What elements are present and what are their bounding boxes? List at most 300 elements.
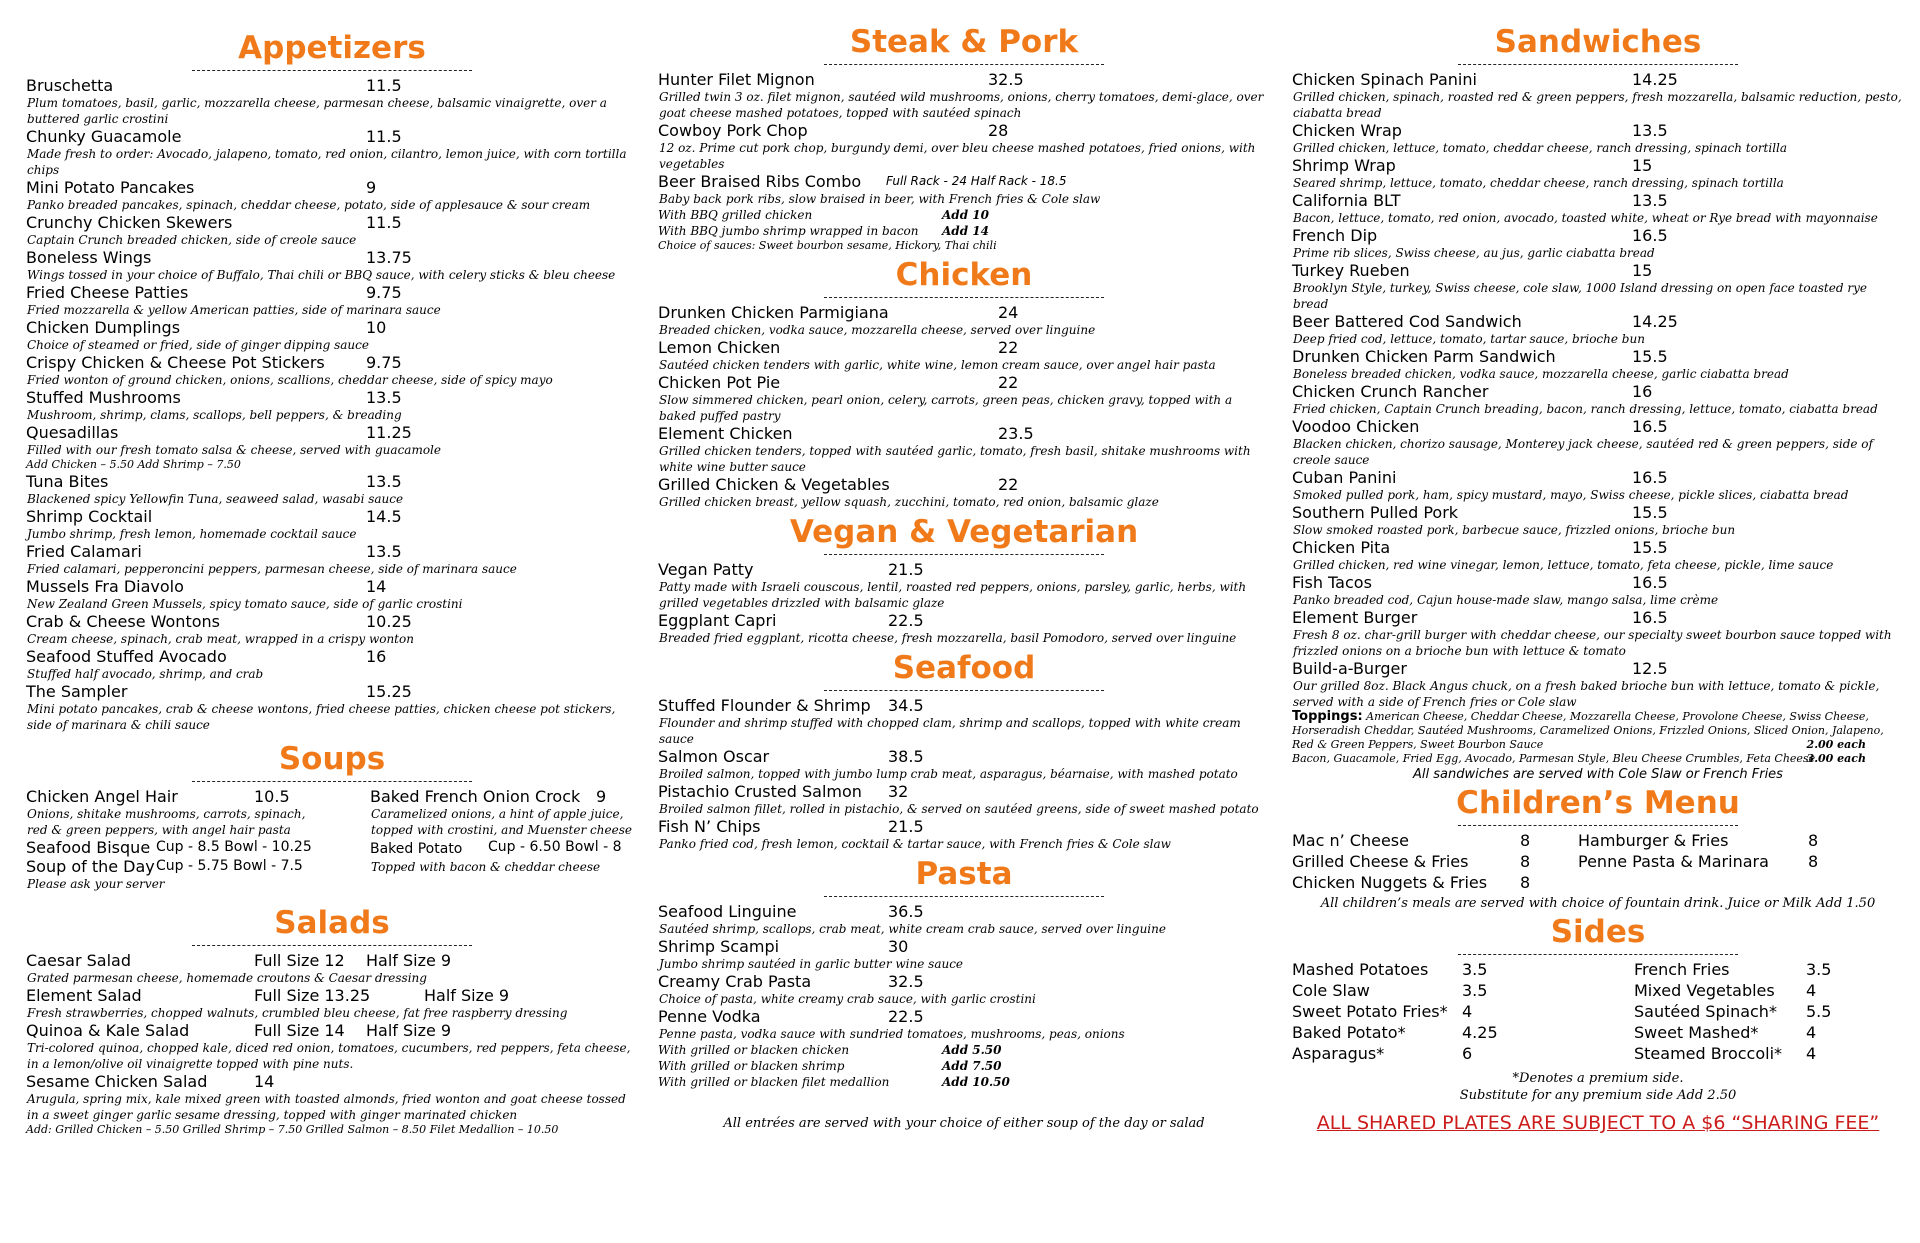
children-heading: Children’s Menu <box>1456 785 1740 821</box>
item-header <box>658 1007 1270 1026</box>
item-name: Drunken Chicken Parm Sandwich <box>1292 347 1556 366</box>
item-header <box>26 507 638 526</box>
item-name: Seafood Stuffed Avocado <box>26 647 227 666</box>
menu-item <box>658 338 1270 373</box>
menu-item <box>26 612 638 647</box>
item-header <box>26 542 638 561</box>
item-description: Wings tossed in your choice of Buffalo, Thai chili or BBQ sauce, with celery sticks & bleu cheese <box>27 268 616 282</box>
item-name: Quinoa & Kale Salad <box>26 1021 190 1040</box>
menu-item <box>26 986 638 1021</box>
kids-item-name: Mac n’ Cheese <box>1292 831 1409 850</box>
item-description: Plum tomatoes, basil, garlic, mozzarella cheese, parmesan cheese, balsamic vinaigrette, over a buttered garlic crostini <box>27 96 607 126</box>
item-price: Cup - 8.5 Bowl - 10.25 <box>156 839 312 855</box>
kids-item-price: 8 <box>1808 852 1819 871</box>
menu-item <box>658 937 1270 972</box>
item-header <box>1292 347 1904 366</box>
menu-item <box>658 70 1270 121</box>
seafood-list <box>658 696 1270 852</box>
item-description: Caramelized onions, a hint of apple juice, topped with crostini, and Muenster cheese <box>371 807 632 837</box>
item-name: Penne Vodka <box>658 1007 761 1026</box>
item-header <box>658 373 1270 392</box>
item-name: Boneless Wings <box>26 248 152 267</box>
side-name: French Fries <box>1634 960 1730 979</box>
item-price: 22 <box>998 475 1019 494</box>
item-name: Crispy Chicken & Cheese Pot Stickers <box>26 353 325 372</box>
item-price: 9 <box>366 178 377 197</box>
premium-substitute-note: Substitute for any premium side Add 2.50 <box>1459 1088 1737 1103</box>
item-half-size-price: Half Size 9 <box>424 986 510 1005</box>
menu-item <box>658 303 1270 338</box>
item-price: 13.5 <box>1632 191 1668 210</box>
item-name: Beer Braised Ribs Combo <box>658 172 862 191</box>
side-price: 5.5 <box>1806 1002 1832 1021</box>
item-price: 14.25 <box>1632 70 1678 89</box>
menu-item <box>1292 573 1904 608</box>
item-header <box>26 951 638 970</box>
side-price: 4 <box>1806 1023 1817 1042</box>
item-header <box>658 972 1270 991</box>
seafood-section <box>658 650 1270 852</box>
entree-note: All entrées are served with your choice of either soup of the day or salad <box>723 1116 1205 1131</box>
side-name: Mixed Vegetables <box>1634 981 1775 1000</box>
kids-item-name: Chicken Nuggets & Fries <box>1292 873 1488 892</box>
item-price: 13.5 <box>366 388 402 407</box>
item-description: Bacon, lettuce, tomato, red onion, avocado, toasted white, wheat or Rye bread with mayonnaise <box>1293 211 1878 225</box>
item-header <box>26 388 638 407</box>
item-half-size-price: Half Size 9 <box>366 951 452 970</box>
menu-item <box>658 172 1270 207</box>
item-price: 34.5 <box>888 696 924 715</box>
menu-item <box>658 696 1270 747</box>
item-price: 16.5 <box>1632 573 1668 592</box>
item-name: Baked French Onion Crock <box>370 787 581 806</box>
item-header <box>26 682 638 701</box>
item-name: The Sampler <box>26 682 128 701</box>
item-price: 10.5 <box>254 787 290 806</box>
steak-section <box>658 24 1270 253</box>
menu-item <box>1292 156 1904 191</box>
item-header <box>26 1072 638 1091</box>
item-description: Blacken chicken, chorizo sausage, Monterey jack cheese, sautéed red & green peppers, side of creole sauce <box>1293 437 1873 467</box>
menu-item <box>658 373 1270 424</box>
item-name: Quesadillas <box>26 423 119 442</box>
item-description: Grilled twin 3 oz. filet mignon, sautéed wild mushrooms, onions, cherry tomatoes, demi-glace, over goat cheese mashed potatoes, topped with sautéed spinach <box>659 90 1264 120</box>
item-description: Penne pasta, vodka sauce with sundried tomatoes, mushrooms, peas, onions <box>659 1027 1125 1041</box>
menu-item <box>1292 503 1904 538</box>
item-description: Seared shrimp, lettuce, tomato, cheddar cheese, ranch dressing, spinach tortilla <box>1293 176 1784 190</box>
item-description: Fresh strawberries, chopped walnuts, crumbled bleu cheese, fat free raspberry dressing <box>27 1006 568 1020</box>
menu-item <box>658 611 1270 646</box>
menu-item <box>26 647 638 682</box>
item-description: Jumbo shrimp sautéed in garlic butter wine sauce <box>659 957 964 971</box>
item-price: 14 <box>366 577 387 596</box>
item-price: 13.5 <box>1632 121 1668 140</box>
item-header <box>26 472 638 491</box>
item-description: Baby back pork ribs, slow braised in beer, with French fries & Cole slaw <box>659 192 1101 206</box>
item-price: 22.5 <box>888 611 924 630</box>
item-name: Hunter Filet Mignon <box>658 70 815 89</box>
item-description: Brooklyn Style, turkey, Swiss cheese, cole slaw, 1000 Island dressing on open face toasted rye bread <box>1293 281 1867 311</box>
item-header <box>1292 503 1904 522</box>
item-price: 38.5 <box>888 747 924 766</box>
add-on-price: Add 10 <box>942 208 989 222</box>
item-name: Chicken Spinach Panini <box>1292 70 1477 89</box>
item-header <box>26 318 638 337</box>
item-description: Broiled salmon fillet, rolled in pistachio, & served on sautéed greens, side of sweet mashed potato <box>659 802 1259 816</box>
menu-item <box>1292 70 1904 121</box>
item-name: Shrimp Scampi <box>658 937 780 956</box>
menu-item <box>26 857 362 876</box>
item-header <box>26 248 638 267</box>
item-description: Prime rib slices, Swiss cheese, au jus, garlic ciabatta bread <box>1293 246 1655 260</box>
menu-item <box>370 838 640 857</box>
item-name: Drunken Chicken Parmigiana <box>658 303 889 322</box>
item-header <box>26 577 638 596</box>
side-name: Cole Slaw <box>1292 981 1370 1000</box>
item-price: 12.5 <box>1632 659 1668 678</box>
salads-list <box>26 951 638 1123</box>
item-price: 13.5 <box>366 472 402 491</box>
menu-item <box>26 178 638 213</box>
item-description: Slow simmered chicken, pearl onion, celery, carrots, green peas, chicken gravy, topped with a baked puffed pastry <box>659 393 1233 423</box>
item-name: Stuffed Mushrooms <box>26 388 181 407</box>
side-name: Sautéed Spinach* <box>1634 1002 1777 1021</box>
add-on-row <box>658 1042 1270 1058</box>
item-name: French Dip <box>1292 226 1378 245</box>
item-name: California BLT <box>1292 191 1401 210</box>
item-price: 23.5 <box>998 424 1034 443</box>
item-name: Build-a-Burger <box>1292 659 1407 678</box>
item-header <box>26 178 638 197</box>
menu-item <box>26 787 362 806</box>
menu-item <box>658 782 1270 817</box>
vegan-list <box>658 560 1270 646</box>
item-name: Crab & Cheese Wontons <box>26 612 220 631</box>
item-description: Choice of pasta, white creamy crab sauce, with garlic crostini <box>659 992 1036 1006</box>
side-name: Baked Potato* <box>1292 1023 1406 1042</box>
menu-item <box>26 577 638 612</box>
item-price: 9.75 <box>366 353 402 372</box>
menu-item <box>370 787 640 806</box>
item-name: Vegan Patty <box>658 560 754 579</box>
item-header <box>26 353 638 372</box>
item-price: 15 <box>1632 261 1653 280</box>
pasta-add-ons <box>658 1042 1270 1090</box>
item-description: Grilled chicken, spinach, roasted red & green peppers, fresh mozzarella, balsamic reduction, pesto, ciabatta bread <box>1293 90 1902 120</box>
menu-item <box>658 817 1270 852</box>
item-name: Cowboy Pork Chop <box>658 121 808 140</box>
item-description: Broiled salmon, topped with jumbo lump crab meat, asparagus, béarnaise, with mashed potato <box>659 767 1238 781</box>
menu-item <box>658 121 1270 172</box>
item-description: Fried wonton of ground chicken, onions, scallions, cheddar cheese, side of spicy mayo <box>27 373 553 387</box>
item-description: Choice of steamed or fried, side of ginger dipping sauce <box>27 338 369 352</box>
side-name: Mashed Potatoes <box>1292 960 1429 979</box>
item-full-size-price: Full Size 12 <box>254 951 345 970</box>
item-name: Pistachio Crusted Salmon <box>658 782 862 801</box>
item-header <box>26 612 638 631</box>
children-grid <box>1292 831 1904 895</box>
section-divider <box>824 690 1104 691</box>
item-name: Element Salad <box>26 986 142 1005</box>
side-name: Sweet Mashed* <box>1634 1023 1759 1042</box>
side-price: 4 <box>1806 1044 1817 1063</box>
item-description: Mushroom, shrimp, clams, scallops, bell peppers, & breading <box>27 408 402 422</box>
menu-item <box>26 127 638 178</box>
add-on-label: With grilled or blacken chicken <box>658 1043 850 1057</box>
item-name: Creamy Crab Pasta <box>658 972 812 991</box>
item-header <box>26 423 638 442</box>
sauce-choices: Choice of sauces: Sweet bourbon sesame, Hickory, Thai chili <box>658 239 997 252</box>
item-name: Southern Pulled Pork <box>1292 503 1459 522</box>
item-description: Panko breaded cod, Cajun house-made slaw, mango salsa, lime crème <box>1293 593 1719 607</box>
item-add-ons: Add Chicken – 5.50 Add Shrimp – 7.50 <box>26 458 241 471</box>
item-description: Grilled chicken, red wine vinegar, lemon, lettuce, tomato, feta cheese, pickle, lime sauce <box>1293 558 1834 572</box>
item-price: 36.5 <box>888 902 924 921</box>
add-on-price: Add 14 <box>942 224 989 238</box>
item-price: 22 <box>998 338 1019 357</box>
item-description: Made fresh to order: Avocado, jalapeno, tomato, red onion, cilantro, lemon juice, with corn tortilla chips <box>27 147 627 177</box>
item-header <box>1292 608 1904 627</box>
item-name: Fish Tacos <box>1292 573 1372 592</box>
item-header <box>26 986 638 1005</box>
item-description: Topped with bacon & cheddar cheese <box>371 860 601 874</box>
item-header <box>26 213 638 232</box>
add-on-label: With grilled or blacken shrimp <box>658 1059 845 1073</box>
pasta-heading: Pasta <box>915 856 1013 892</box>
section-divider <box>192 781 472 782</box>
item-price: 32 <box>888 782 909 801</box>
menu-item <box>1292 261 1904 312</box>
item-price: 11.5 <box>366 213 402 232</box>
menu-item <box>26 76 638 127</box>
item-description: Fried mozzarella & yellow American patties, side of marinara sauce <box>27 303 441 317</box>
vegan-section <box>658 514 1270 646</box>
column-left <box>26 0 638 1243</box>
add-on-label: With BBQ grilled chicken <box>658 208 813 222</box>
item-name: Baked Potato <box>370 841 463 857</box>
item-description: Fried chicken, Captain Crunch breading, bacon, ranch dressing, lettuce, tomato, ciabatta bread <box>1293 402 1878 416</box>
item-price: 10 <box>366 318 387 337</box>
item-price-note: Full Rack - 24 Half Rack - 18.5 <box>886 174 1067 188</box>
item-header <box>26 283 638 302</box>
item-name: Shrimp Wrap <box>1292 156 1396 175</box>
item-header <box>658 611 1270 630</box>
menu-item <box>26 213 638 248</box>
item-price: 16.5 <box>1632 608 1668 627</box>
menu-item <box>26 1072 638 1123</box>
item-name: Chicken Pita <box>1292 538 1391 557</box>
menu-item <box>1292 347 1904 382</box>
item-name: Grilled Chicken & Vegetables <box>658 475 890 494</box>
steak-add-ons <box>658 207 1270 239</box>
item-header <box>658 121 1270 140</box>
column-right <box>1292 0 1904 1243</box>
item-description: Slow smoked roasted pork, barbecue sauce, frizzled onions, brioche bun <box>1293 523 1736 537</box>
menu-item <box>26 682 638 733</box>
item-price: 11.5 <box>366 76 402 95</box>
item-name: Tuna Bites <box>26 472 109 491</box>
item-header <box>26 1021 638 1040</box>
item-header <box>658 70 1270 89</box>
chicken-list <box>658 303 1270 510</box>
item-header <box>26 76 638 95</box>
item-header <box>658 338 1270 357</box>
item-description: Patty made with Israeli couscous, lentil, roasted red peppers, onions, parsley, garlic, herbs, with grilled vegetables drizzled with balsamic glaze <box>659 580 1247 610</box>
item-description: Our grilled 8oz. Black Angus chuck, on a fresh baked brioche bun with lettuce, tomato & pickle, served with a side of French fries or Cole slaw <box>1293 679 1880 709</box>
soups-right <box>370 787 640 875</box>
item-description: Onions, shitake mushrooms, carrots, spinach, red & green peppers, with angel hair pasta <box>27 807 306 837</box>
menu-item <box>658 475 1270 510</box>
item-header <box>1292 382 1904 401</box>
item-price: 21.5 <box>888 817 924 836</box>
item-name: Chunky Guacamole <box>26 127 182 146</box>
item-header <box>26 647 638 666</box>
sandwich-list <box>1292 70 1904 710</box>
chicken-heading: Chicken <box>895 257 1033 293</box>
item-header <box>658 817 1270 836</box>
item-description: Cream cheese, spinach, crab meat, wrapped in a crispy wonton <box>27 632 414 646</box>
section-divider <box>824 896 1104 897</box>
side-price: 4 <box>1462 1002 1473 1021</box>
menu-item <box>1292 608 1904 659</box>
item-price: 15.5 <box>1632 347 1668 366</box>
item-price: 21.5 <box>888 560 924 579</box>
item-header <box>1292 226 1904 245</box>
item-name: Cuban Panini <box>1292 468 1397 487</box>
salads-section <box>26 905 638 1137</box>
item-header <box>1292 659 1904 678</box>
salads-heading: Salads <box>274 905 390 941</box>
menu-item <box>1292 121 1904 156</box>
soups-heading: Soups <box>278 741 386 777</box>
add-on-label: With grilled or blacken filet medallion <box>658 1075 890 1089</box>
add-on-price: Add 5.50 <box>942 1043 1002 1057</box>
item-half-size-price: Half Size 9 <box>366 1021 452 1040</box>
pasta-section <box>658 856 1270 1131</box>
appetizers-heading: Appetizers <box>238 30 426 66</box>
item-name: Fish N’ Chips <box>658 817 761 836</box>
soups-grid <box>26 787 638 899</box>
item-description: Sautéed shrimp, scallops, crab meat, white cream crab sauce, served over linguine <box>659 922 1166 936</box>
menu-item <box>1292 468 1904 503</box>
item-name: Sesame Chicken Salad <box>26 1072 208 1091</box>
section-divider <box>824 554 1104 555</box>
side-price: 4 <box>1806 981 1817 1000</box>
section-divider <box>1458 64 1738 65</box>
side-price: 6 <box>1462 1044 1473 1063</box>
sharing-fee-notice: ALL SHARED PLATES ARE SUBJECT TO A $6 “SHARING FEE” <box>1316 1112 1880 1134</box>
item-description: Arugula, spring mix, kale mixed green with toasted almonds, fried wonton and goat cheese tossed in a sweet ginger garlic sesame dressing, topped with ginger marinated chicken <box>27 1092 626 1122</box>
steak-heading: Steak & Pork <box>849 24 1079 60</box>
sandwiches-note: All sandwiches are served with Cole Slaw or French Fries <box>1413 767 1783 782</box>
item-description: Fried calamari, pepperoncini peppers, parmesan cheese, side of marinara sauce <box>27 562 517 576</box>
item-header <box>1292 312 1904 331</box>
kids-item-name: Hamburger & Fries <box>1578 831 1729 850</box>
menu-item <box>26 283 638 318</box>
sides-heading: Sides <box>1550 914 1646 950</box>
item-description: Sautéed chicken tenders with garlic, white wine, lemon cream sauce, over angel hair pasta <box>659 358 1216 372</box>
section-divider <box>824 297 1104 298</box>
item-price: 9 <box>596 787 607 806</box>
item-description: Grated parmesan cheese, homemade croutons & Caesar dressing <box>27 971 427 985</box>
item-header <box>1292 70 1904 89</box>
item-price: 14.5 <box>366 507 402 526</box>
item-name: Fried Cheese Patties <box>26 283 189 302</box>
item-name: Chicken Dumplings <box>26 318 181 337</box>
menu-item <box>1292 226 1904 261</box>
sides-grid <box>1292 960 1904 1070</box>
item-price: 15.5 <box>1632 503 1668 522</box>
section-divider <box>1458 954 1738 955</box>
menu-item <box>658 1007 1270 1042</box>
item-description: Deep fried cod, lettuce, tomato, tartar sauce, brioche bun <box>1293 332 1645 346</box>
section-divider <box>1458 825 1738 826</box>
item-description: Grilled chicken, lettuce, tomato, cheddar cheese, ranch dressing, spinach tortilla <box>1293 141 1788 155</box>
add-on-label: With BBQ jumbo shrimp wrapped in bacon <box>658 224 919 238</box>
kids-item-price: 8 <box>1520 852 1531 871</box>
item-price: 13.5 <box>366 542 402 561</box>
item-header <box>658 303 1270 322</box>
item-header <box>26 127 638 146</box>
item-header <box>658 937 1270 956</box>
item-description: Fresh 8 oz. char-grill burger with cheddar cheese, our specialty sweet bourbon sauce topped with frizzled onions on a brioche bun with lettuce & tomato <box>1293 628 1892 658</box>
menu-item <box>26 388 638 423</box>
item-header <box>1292 538 1904 557</box>
menu-item <box>26 353 638 388</box>
item-name: Voodoo Chicken <box>1292 417 1420 436</box>
item-name: Bruschetta <box>26 76 114 95</box>
section-divider <box>192 945 472 946</box>
item-name: Seafood Bisque <box>26 838 151 857</box>
item-name: Beer Battered Cod Sandwich <box>1292 312 1522 331</box>
item-name: Caesar Salad <box>26 951 131 970</box>
item-description: Filled with our fresh tomato salsa & cheese, served with guacamole <box>27 443 441 457</box>
item-description: 12 oz. Prime cut pork chop, burgundy demi, over bleu cheese mashed potatoes, fried onions, with vegetables <box>659 141 1256 171</box>
item-description: Smoked pulled pork, ham, spicy mustard, mayo, Swiss cheese, pickle slices, ciabatta bread <box>1293 488 1849 502</box>
side-price: 3.5 <box>1462 960 1488 979</box>
side-price: 4.25 <box>1462 1023 1498 1042</box>
item-price: 16 <box>1632 382 1653 401</box>
item-description: Flounder and shrimp stuffed with chopped clam, shrimp and scallops, topped with white cream sauce <box>659 716 1241 746</box>
pasta-list <box>658 902 1270 1042</box>
sandwiches-section <box>1292 24 1904 783</box>
menu-item <box>26 838 362 857</box>
add-on-row <box>658 223 1270 239</box>
item-price: 22 <box>998 373 1019 392</box>
toppings-premium: Bacon, Guacamole, Fried Egg, Avocado, Parmesan Style, Bleu Cheese Crumbles, Feta Cheese <box>1292 752 1816 765</box>
toppings-label: Toppings: <box>1292 709 1363 724</box>
kids-item-price: 8 <box>1808 831 1819 850</box>
item-description: Tri-colored quinoa, chopped kale, diced red onion, tomatoes, cucumbers, red peppers, feta cheese, in a lemon/olive oil vinaigrette topped with pine nuts. <box>27 1041 631 1071</box>
children-note: All children’s meals are served with choice of fountain drink. Juice or Milk Add 1.50 <box>1320 896 1876 911</box>
item-name: Seafood Linguine <box>658 902 797 921</box>
add-on-row <box>658 1058 1270 1074</box>
menu-item <box>26 318 638 353</box>
item-name: Chicken Crunch Rancher <box>1292 382 1489 401</box>
item-price: 32.5 <box>888 972 924 991</box>
menu-item <box>1292 191 1904 226</box>
soups-left <box>26 787 362 892</box>
side-name: Sweet Potato Fries* <box>1292 1002 1448 1021</box>
item-price: 32.5 <box>988 70 1024 89</box>
item-price: 28 <box>988 121 1009 140</box>
appetizers-section <box>26 30 638 733</box>
item-full-size-price: Full Size 14 <box>254 1021 345 1040</box>
item-name: Chicken Pot Pie <box>658 373 781 392</box>
menu-item <box>1292 312 1904 347</box>
item-name: Soup of the Day <box>26 857 155 876</box>
seafood-heading: Seafood <box>892 650 1036 686</box>
